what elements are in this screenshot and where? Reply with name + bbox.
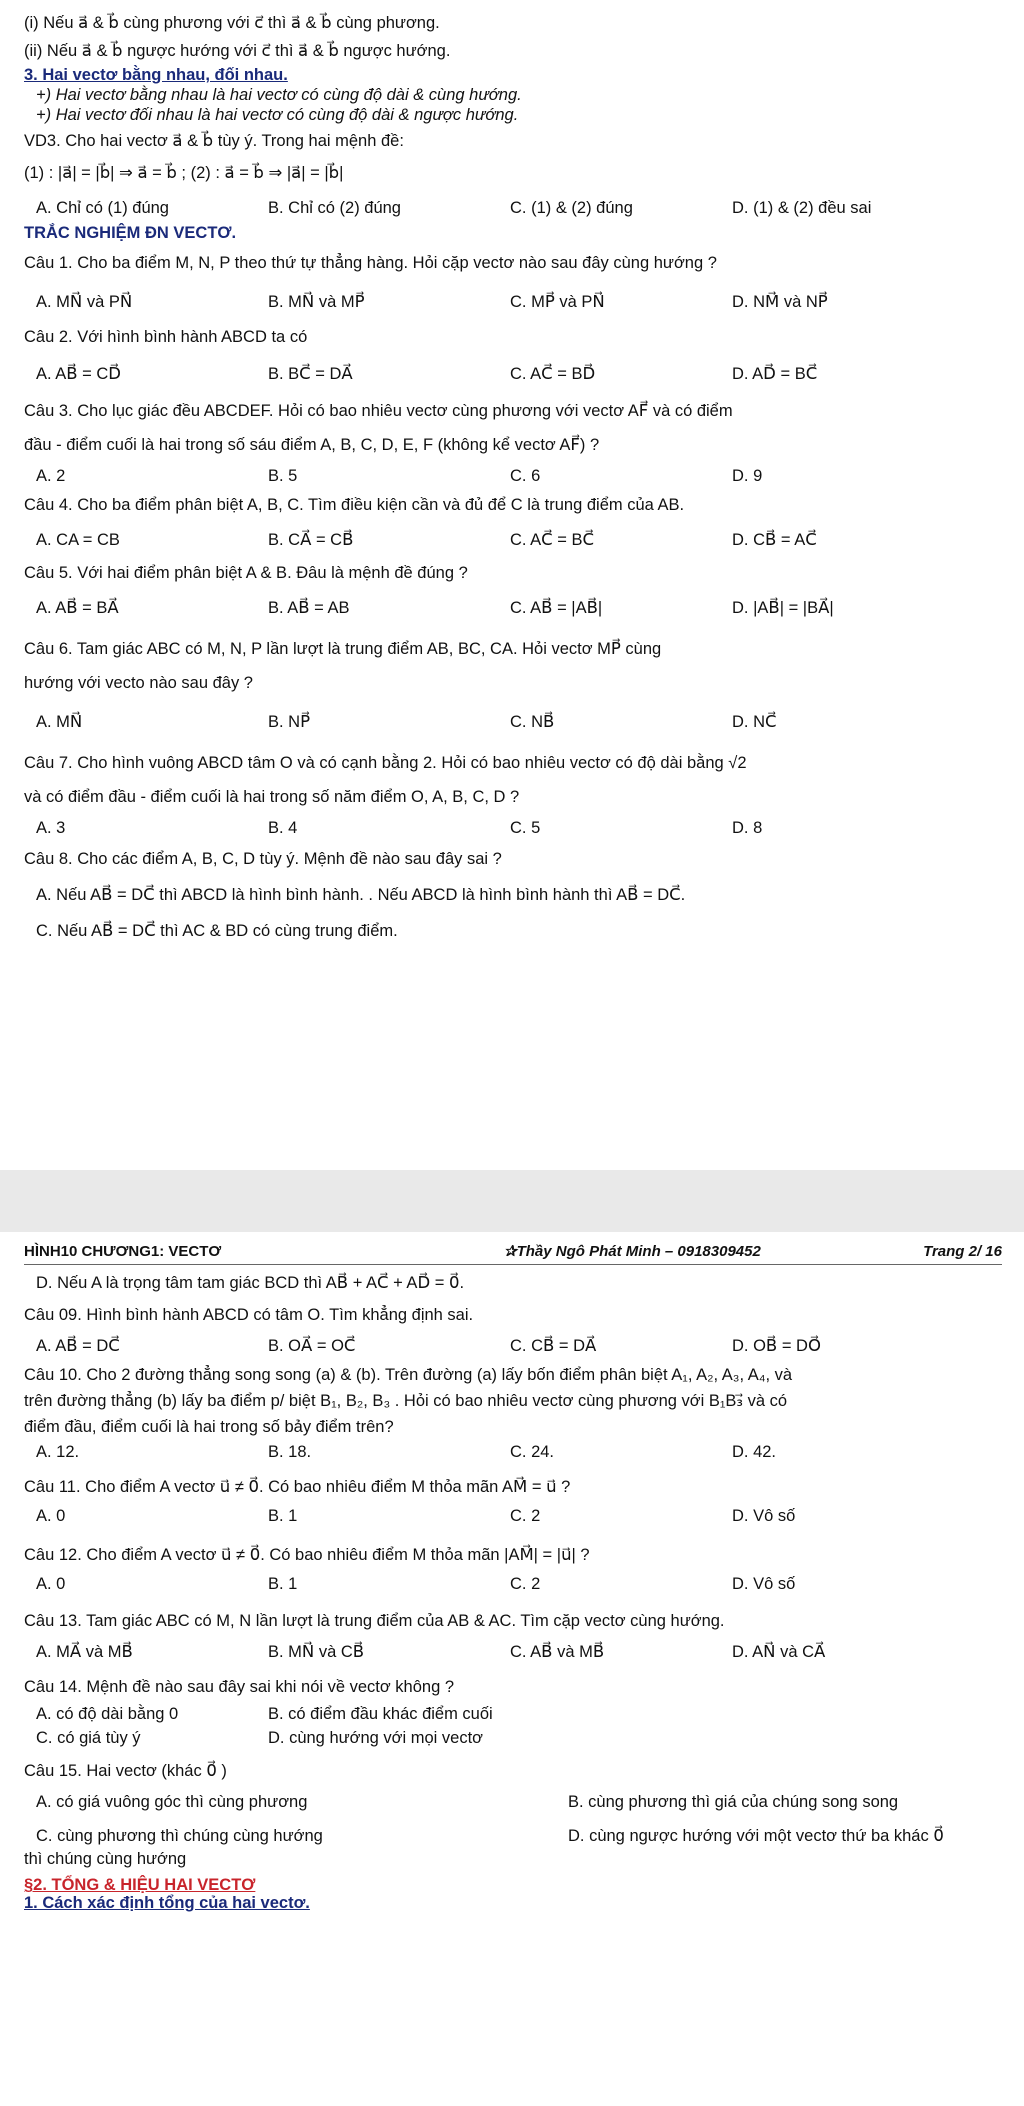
- option-b: B. có điểm đầu khác điểm cuối: [268, 1705, 493, 1723]
- question-11-options: [36, 1504, 1002, 1528]
- option-d: D. cùng ngược hướng với một vectơ thứ ba khác 0⃗: [568, 1827, 944, 1845]
- option-a: A. AB⃗ = BA⃗: [36, 599, 119, 617]
- option-b: B. 1: [268, 1575, 298, 1593]
- option-b: B. OA⃗ = OC⃗: [268, 1337, 356, 1355]
- section-2-subtitle: 1. Cách xác định tổng của hai vectơ.: [24, 1894, 310, 1912]
- option-c: C. AC⃗ = BD⃗: [510, 365, 596, 383]
- option-d: D. NM⃗ và NP⃗: [732, 293, 828, 311]
- question-15: Câu 15. Hai vectơ (khác 0⃗ ): [24, 1762, 227, 1780]
- question-10: Câu 10. Cho 2 đường thẳng song song (a) & (b). Trên đường (a) lấy bốn điểm phân biệt A₁, A₂, A₃, A₄, và: [24, 1366, 793, 1384]
- option-d: D. 42.: [732, 1443, 777, 1461]
- question-6-cont: hướng với vecto nào sau đây ?: [24, 674, 253, 692]
- option-c: C. AB⃗ = |AB⃗|: [510, 599, 603, 617]
- option-d: D. OB⃗ = DO⃗: [732, 1337, 821, 1355]
- option-c: C. CB⃗ = DA⃗: [510, 1337, 597, 1355]
- example-vd3-statements: (1) : |a⃗| = |b⃗| ⇒ a⃗ = b⃗ ; (2) : a⃗ = b⃗ ⇒ |a⃗| = |b⃗|: [24, 164, 344, 182]
- question-14: Câu 14. Mệnh đề nào sau đây sai khi nói về vectơ không ?: [24, 1678, 455, 1696]
- section-title-equal-vectors: 3. Hai vectơ bằng nhau, đối nhau.: [24, 66, 288, 84]
- option-c: C. có giá tùy ý: [36, 1729, 141, 1747]
- question-8: Câu 8. Cho các điểm A, B, C, D tùy ý. Mệnh đề nào sau đây sai ?: [24, 850, 502, 868]
- sheet-page-2: [0, 1232, 1024, 2106]
- question-3-options: [36, 464, 1002, 488]
- note-opposite-vectors: +) Hai vectơ đối nhau là hai vectơ có cùng độ dài & ngược hướng.: [36, 106, 519, 124]
- option-a: A. AB⃗ = CD⃗: [36, 365, 122, 383]
- option-b: B. 5: [268, 467, 298, 485]
- option-a: A. MN⃗ và PN⃗: [36, 293, 133, 311]
- question-2: Câu 2. Với hình bình hành ABCD ta có: [24, 328, 308, 346]
- option-b: B. BC⃗ = DA⃗: [268, 365, 353, 383]
- question-3: Câu 3. Cho lục giác đều ABCDEF. Hỏi có bao nhiêu vectơ cùng phương với vectơ AF⃗ và có điểm: [24, 402, 733, 420]
- question-2-options: [36, 362, 1002, 386]
- question-15-tail: thì chúng cùng hướng: [24, 1850, 187, 1868]
- option-c: C. 2: [510, 1575, 541, 1593]
- example-vd3: VD3. Cho hai vectơ a⃗ & b⃗ tùy ý. Trong hai mệnh đề:: [24, 132, 404, 150]
- option-b: B. 18.: [268, 1443, 312, 1461]
- section-title-quiz: TRẮC NGHIỆM ĐN VECTƠ.: [24, 224, 237, 242]
- option-c: C. AB⃗ và MB⃗: [510, 1643, 605, 1661]
- option-b: B. 1: [268, 1507, 298, 1525]
- question-14-options-row1: [36, 1702, 1002, 1726]
- header-author: ✰Thầy Ngô Phát Minh – 0918309452: [504, 1243, 761, 1260]
- question-14-options-row2: [36, 1726, 1002, 1750]
- question-5-options: [36, 596, 1002, 620]
- option-a: A. 0: [36, 1575, 66, 1593]
- question-6-options: [36, 710, 1002, 734]
- option-c: C. AC⃗ = BC⃗: [510, 531, 595, 549]
- option-a: A. CA = CB: [36, 531, 120, 549]
- option-d: D. AN⃗ và CA⃗: [732, 1643, 826, 1661]
- question-5: Câu 5. Với hai điểm phân biệt A & B. Đâu là mệnh đề đúng ?: [24, 564, 468, 582]
- option-a: A. 2: [36, 467, 66, 485]
- question-8-option-c: C. Nếu AB⃗ = DC⃗ thì AC & BD có cùng trung điểm.: [36, 922, 398, 940]
- question-6: Câu 6. Tam giác ABC có M, N, P lần lượt là trung điểm AB, BC, CA. Hỏi vectơ MP⃗ cùng: [24, 640, 662, 658]
- header-page-number: Trang 2/ 16: [923, 1243, 1002, 1260]
- header-chapter: HÌNH10 CHƯƠNG1: VECTƠ: [24, 1243, 222, 1260]
- option-d: D. cùng hướng với mọi vectơ: [268, 1729, 483, 1747]
- page-separator: [0, 1170, 1024, 1232]
- option-d: D. NC⃗: [732, 713, 777, 731]
- option-d: D. 9: [732, 467, 763, 485]
- question-13: Câu 13. Tam giác ABC có M, N lần lượt là trung điểm của AB & AC. Tìm cặp vectơ cùng hướng.: [24, 1612, 725, 1630]
- option-b: B. NP⃗: [268, 713, 311, 731]
- option-c: C. 24.: [510, 1443, 555, 1461]
- question-10-options: [36, 1440, 1002, 1464]
- option-a: A. MN⃗: [36, 713, 83, 731]
- option-b: B. MN⃗ và CB⃗: [268, 1643, 365, 1661]
- option-d: D. (1) & (2) đều sai: [732, 199, 872, 217]
- option-b: B. CA⃗ = CB⃗: [268, 531, 354, 549]
- option-b: B. Chỉ có (2) đúng: [268, 199, 401, 217]
- question-9: Câu 09. Hình bình hành ABCD có tâm O. Tìm khẳng định sai.: [24, 1306, 474, 1324]
- option-a: A. Chỉ có (1) đúng: [36, 199, 169, 217]
- question-7-options: [36, 816, 1002, 840]
- option-d: D. 8: [732, 819, 763, 837]
- question-4: Câu 4. Cho ba điểm phân biệt A, B, C. Tìm điều kiện cần và đủ để C là trung điểm của AB.: [24, 496, 685, 514]
- question-11: Câu 11. Cho điểm A vectơ u⃗ ≠ 0⃗. Có bao nhiêu điểm M thỏa mãn AM⃗ = u⃗ ?: [24, 1478, 571, 1496]
- question-7: Câu 7. Cho hình vuông ABCD tâm O và có cạnh bằng 2. Hỏi có bao nhiêu vectơ có độ dài bằng √2: [24, 754, 747, 772]
- option-a: A. 3: [36, 819, 66, 837]
- option-c: C. 6: [510, 467, 541, 485]
- question-12-options: [36, 1572, 1002, 1596]
- question-3-cont: đầu - điểm cuối là hai trong số sáu điểm A, B, C, D, E, F (không kể vectơ AF⃗) ?: [24, 436, 600, 454]
- option-b: B. 4: [268, 819, 298, 837]
- option-d: D. |AB⃗| = |BA⃗|: [732, 599, 834, 617]
- question-13-options: [36, 1640, 1002, 1664]
- option-b: B. cùng phương thì giá của chúng song song: [568, 1793, 899, 1811]
- option-a: A. 12.: [36, 1443, 80, 1461]
- question-4-options: [36, 528, 1002, 552]
- question-8-options-ab: A. Nếu AB⃗ = DC⃗ thì ABCD là hình bình hành. . Nếu ABCD là hình bình hành thì AB⃗ = DC⃗.: [36, 886, 686, 904]
- option-c: C. MP⃗ và PN⃗: [510, 293, 605, 311]
- option-a: A. MA⃗ và MB⃗: [36, 1643, 133, 1661]
- option-a: A. 0: [36, 1507, 66, 1525]
- option-d: D. AD⃗ = BC⃗: [732, 365, 818, 383]
- vd3-options: [36, 196, 1002, 220]
- option-c: C. (1) & (2) đúng: [510, 199, 633, 217]
- question-10-cont: trên đường thẳng (b) lấy ba điểm p/ biệt B₁, B₂, B₃ . Hỏi có bao nhiêu vectơ cùng phương với B₁B₃⃗ và có: [24, 1392, 788, 1410]
- option-d: D. CB⃗ = AC⃗: [732, 531, 817, 549]
- option-c: C. 2: [510, 1507, 541, 1525]
- option-c: C. cùng phương thì chúng cùng hướng: [36, 1827, 323, 1845]
- page-header: [24, 1240, 1002, 1265]
- question-15-options-row1: [36, 1790, 1002, 1814]
- question-1: Câu 1. Cho ba điểm M, N, P theo thứ tự thẳng hàng. Hỏi cặp vectơ nào sau đây cùng hướng ?: [24, 254, 717, 272]
- question-1-options: [36, 290, 1002, 314]
- option-b: B. AB⃗ = AB: [268, 599, 350, 617]
- option-c: C. NB⃗: [510, 713, 555, 731]
- note-equal-vectors: +) Hai vectơ bằng nhau là hai vectơ có cùng độ dài & cùng hướng.: [36, 86, 522, 104]
- option-a: A. có độ dài bằng 0: [36, 1705, 179, 1723]
- option-a: A. AB⃗ = DC⃗: [36, 1337, 120, 1355]
- question-8-option-d: D. Nếu A là trọng tâm tam giác BCD thì AB⃗ + AC⃗ + AD⃗ = 0⃗.: [36, 1274, 465, 1292]
- question-7-cont: và có điểm đầu - điểm cuối là hai trong số năm điểm O, A, B, C, D ?: [24, 788, 520, 806]
- option-c: C. 5: [510, 819, 541, 837]
- question-10-cont-2: điểm đầu, điểm cuối là hai trong số bảy điểm trên?: [24, 1418, 394, 1436]
- statement-i: (i) Nếu a⃗ & b⃗ cùng phương với c⃗ thì a⃗ & b⃗ cùng phương.: [24, 14, 440, 32]
- section-2-title: §2. TỔNG & HIỆU HAI VECTƠ: [24, 1876, 256, 1894]
- option-d: D. Vô số: [732, 1507, 796, 1525]
- question-15-options-row2: [36, 1824, 1002, 1848]
- question-12: Câu 12. Cho điểm A vectơ u⃗ ≠ 0⃗. Có bao nhiêu điểm M thỏa mãn |AM⃗| = |u⃗| ?: [24, 1546, 590, 1564]
- option-a: A. có giá vuông góc thì cùng phương: [36, 1793, 308, 1811]
- option-b: B. MN⃗ và MP⃗: [268, 293, 365, 311]
- statement-ii: (ii) Nếu a⃗ & b⃗ ngược hướng với c⃗ thì a⃗ & b⃗ ngược hướng.: [24, 42, 451, 60]
- option-d: D. Vô số: [732, 1575, 796, 1593]
- question-9-options: [36, 1334, 1002, 1358]
